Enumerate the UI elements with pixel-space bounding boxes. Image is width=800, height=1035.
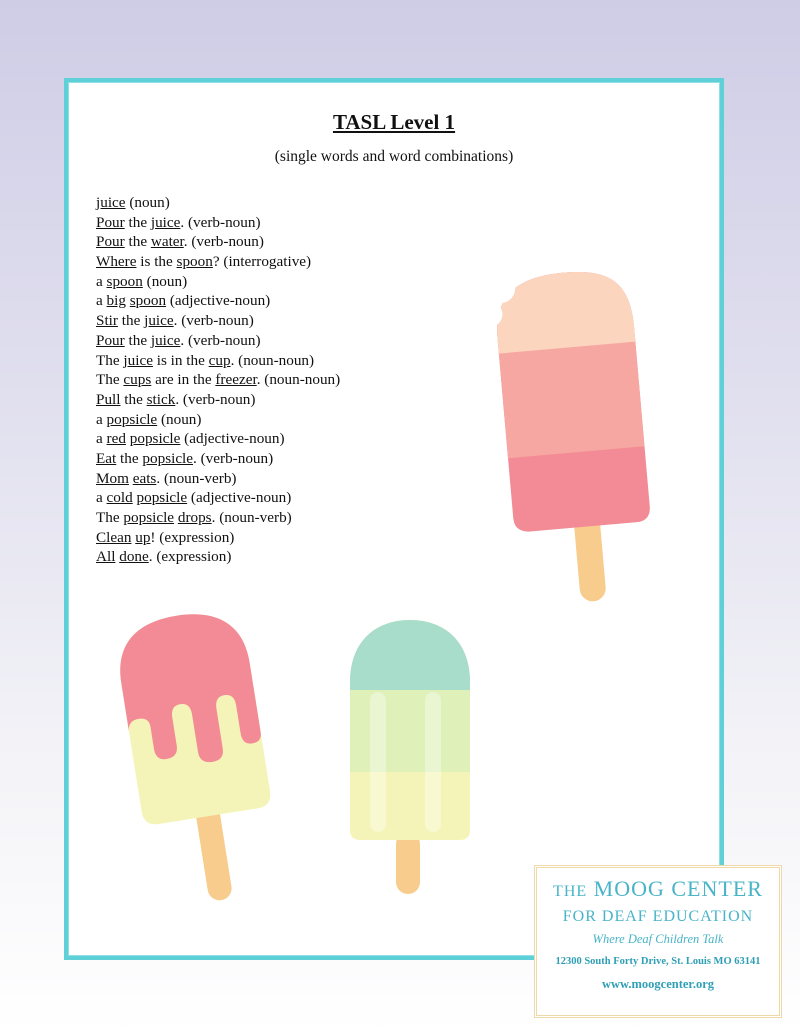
phrase-text: . (verb-noun) xyxy=(193,449,274,467)
phrase-text: . (expression) xyxy=(148,548,232,566)
target-word: spoon xyxy=(106,272,143,290)
target-word: All xyxy=(96,548,116,566)
target-word: Stir xyxy=(96,312,118,330)
phrase-list xyxy=(96,193,340,567)
page-title: TASL Level 1 xyxy=(332,110,456,134)
phrase-text: ! (expression) xyxy=(150,528,235,546)
phrase-text: The xyxy=(96,351,124,369)
phrase-text: The xyxy=(96,509,124,526)
target-word: up xyxy=(135,528,151,546)
phrase-text: are in the xyxy=(151,371,216,389)
logo-address: 12300 South Forty Drive, St. Louis MO 63141 xyxy=(555,956,761,967)
phrase-line xyxy=(96,311,340,331)
phrase-text: (adjective-noun) xyxy=(187,489,292,507)
phrase-text: . (noun-verb) xyxy=(156,469,237,487)
target-word: juice xyxy=(96,194,126,211)
target-word: red xyxy=(106,430,126,448)
phrase-text: . (verb-noun) xyxy=(180,213,261,231)
phrase-line xyxy=(96,390,340,410)
phrase-text: ? (interrogative) xyxy=(212,253,312,271)
target-word: popsicle xyxy=(129,430,181,448)
phrase-text: . (verb-noun) xyxy=(183,233,264,251)
target-word: cold xyxy=(106,489,133,507)
target-word: water xyxy=(150,233,184,251)
phrase-line xyxy=(96,528,340,548)
popsicle-icon xyxy=(330,612,490,897)
target-word: big xyxy=(106,292,126,310)
target-word: juice xyxy=(150,213,181,231)
phrase-text: . (verb-noun) xyxy=(175,390,256,408)
target-word: Pour xyxy=(96,331,125,349)
phrase-text: a xyxy=(96,272,107,290)
phrase-text: (noun) xyxy=(157,410,202,428)
target-word: juice xyxy=(123,351,153,369)
phrase-text: the xyxy=(124,233,151,251)
popsicle-icon xyxy=(98,602,298,907)
phrase-text: the xyxy=(124,213,151,231)
target-word: Pour xyxy=(96,213,125,231)
phrase-line xyxy=(96,213,340,233)
target-word: Pour xyxy=(96,233,125,251)
phrase-line xyxy=(96,331,340,351)
worksheet-page xyxy=(64,78,724,960)
phrase-text: The xyxy=(96,371,124,389)
target-word: eats xyxy=(132,469,157,487)
target-word: popsicle xyxy=(142,449,194,467)
phrase-text: . (noun-verb) xyxy=(211,509,292,526)
phrase-text: the xyxy=(124,331,151,349)
logo-url[interactable]: www.moogcenter.org xyxy=(601,977,714,991)
phrase-text: the xyxy=(120,390,147,408)
target-word: Where xyxy=(96,253,137,271)
phrase-line xyxy=(96,469,340,489)
phrase-text: . (noun-noun) xyxy=(230,351,315,369)
target-word: juice xyxy=(150,331,181,349)
moog-center-logo xyxy=(534,865,782,1018)
phrase-line xyxy=(96,291,340,311)
phrase-text: (noun) xyxy=(142,272,188,290)
phrase-line xyxy=(96,252,340,272)
phrase-line xyxy=(96,410,340,430)
phrase-line xyxy=(96,449,340,469)
phrase-line xyxy=(96,429,340,449)
target-word: cups xyxy=(123,371,152,389)
target-word: freezer xyxy=(215,371,257,389)
target-word: popsicle xyxy=(106,410,158,428)
phrase-line xyxy=(96,272,340,292)
target-word: stick xyxy=(146,390,176,408)
phrase-text: (adjective-noun) xyxy=(180,430,285,448)
phrase-line xyxy=(96,351,340,371)
phrase-line xyxy=(96,508,340,528)
target-word: Clean xyxy=(96,528,132,546)
target-word: popsicle xyxy=(136,489,188,507)
phrase-line xyxy=(96,547,340,567)
phrase-text: a xyxy=(96,430,107,448)
phrase-text: (noun) xyxy=(125,194,170,211)
phrase-line xyxy=(96,232,340,252)
logo-tagline: Where Deaf Children Talk xyxy=(592,932,724,946)
phrase-text: a xyxy=(96,489,107,507)
phrase-text: is in the xyxy=(152,351,209,369)
phrase-line xyxy=(96,488,340,508)
target-word: spoon xyxy=(129,292,167,310)
phrase-text: the xyxy=(116,449,143,467)
target-word: cup xyxy=(208,351,231,369)
phrase-text: a xyxy=(96,292,107,310)
phrase-line xyxy=(96,193,340,213)
phrase-text: a xyxy=(96,410,107,428)
phrase-text: . (verb-noun) xyxy=(180,331,261,349)
popsicle-icon xyxy=(488,262,668,607)
target-word: done xyxy=(119,548,149,566)
page-subtitle: (single words and word combinations) xyxy=(274,148,514,165)
target-word: spoon xyxy=(176,253,213,271)
phrase-text: the xyxy=(117,312,145,330)
target-word: Mom xyxy=(96,469,129,487)
target-word: juice xyxy=(144,312,174,330)
phrase-text: (adjective-noun) xyxy=(166,292,271,310)
target-word: Eat xyxy=(96,449,117,467)
target-word: drops xyxy=(177,509,212,526)
logo-name: MOOG CENTER xyxy=(593,876,763,901)
target-word: Pull xyxy=(96,390,121,408)
logo-the: THE xyxy=(553,883,588,900)
phrase-text: . (noun-noun) xyxy=(256,371,341,389)
phrase-text: . (verb-noun) xyxy=(173,312,254,330)
target-word: popsicle xyxy=(123,509,175,526)
phrase-text: is the xyxy=(136,253,177,271)
phrase-line xyxy=(96,370,340,390)
logo-subtitle: FOR DEAF EDUCATION xyxy=(562,908,754,925)
